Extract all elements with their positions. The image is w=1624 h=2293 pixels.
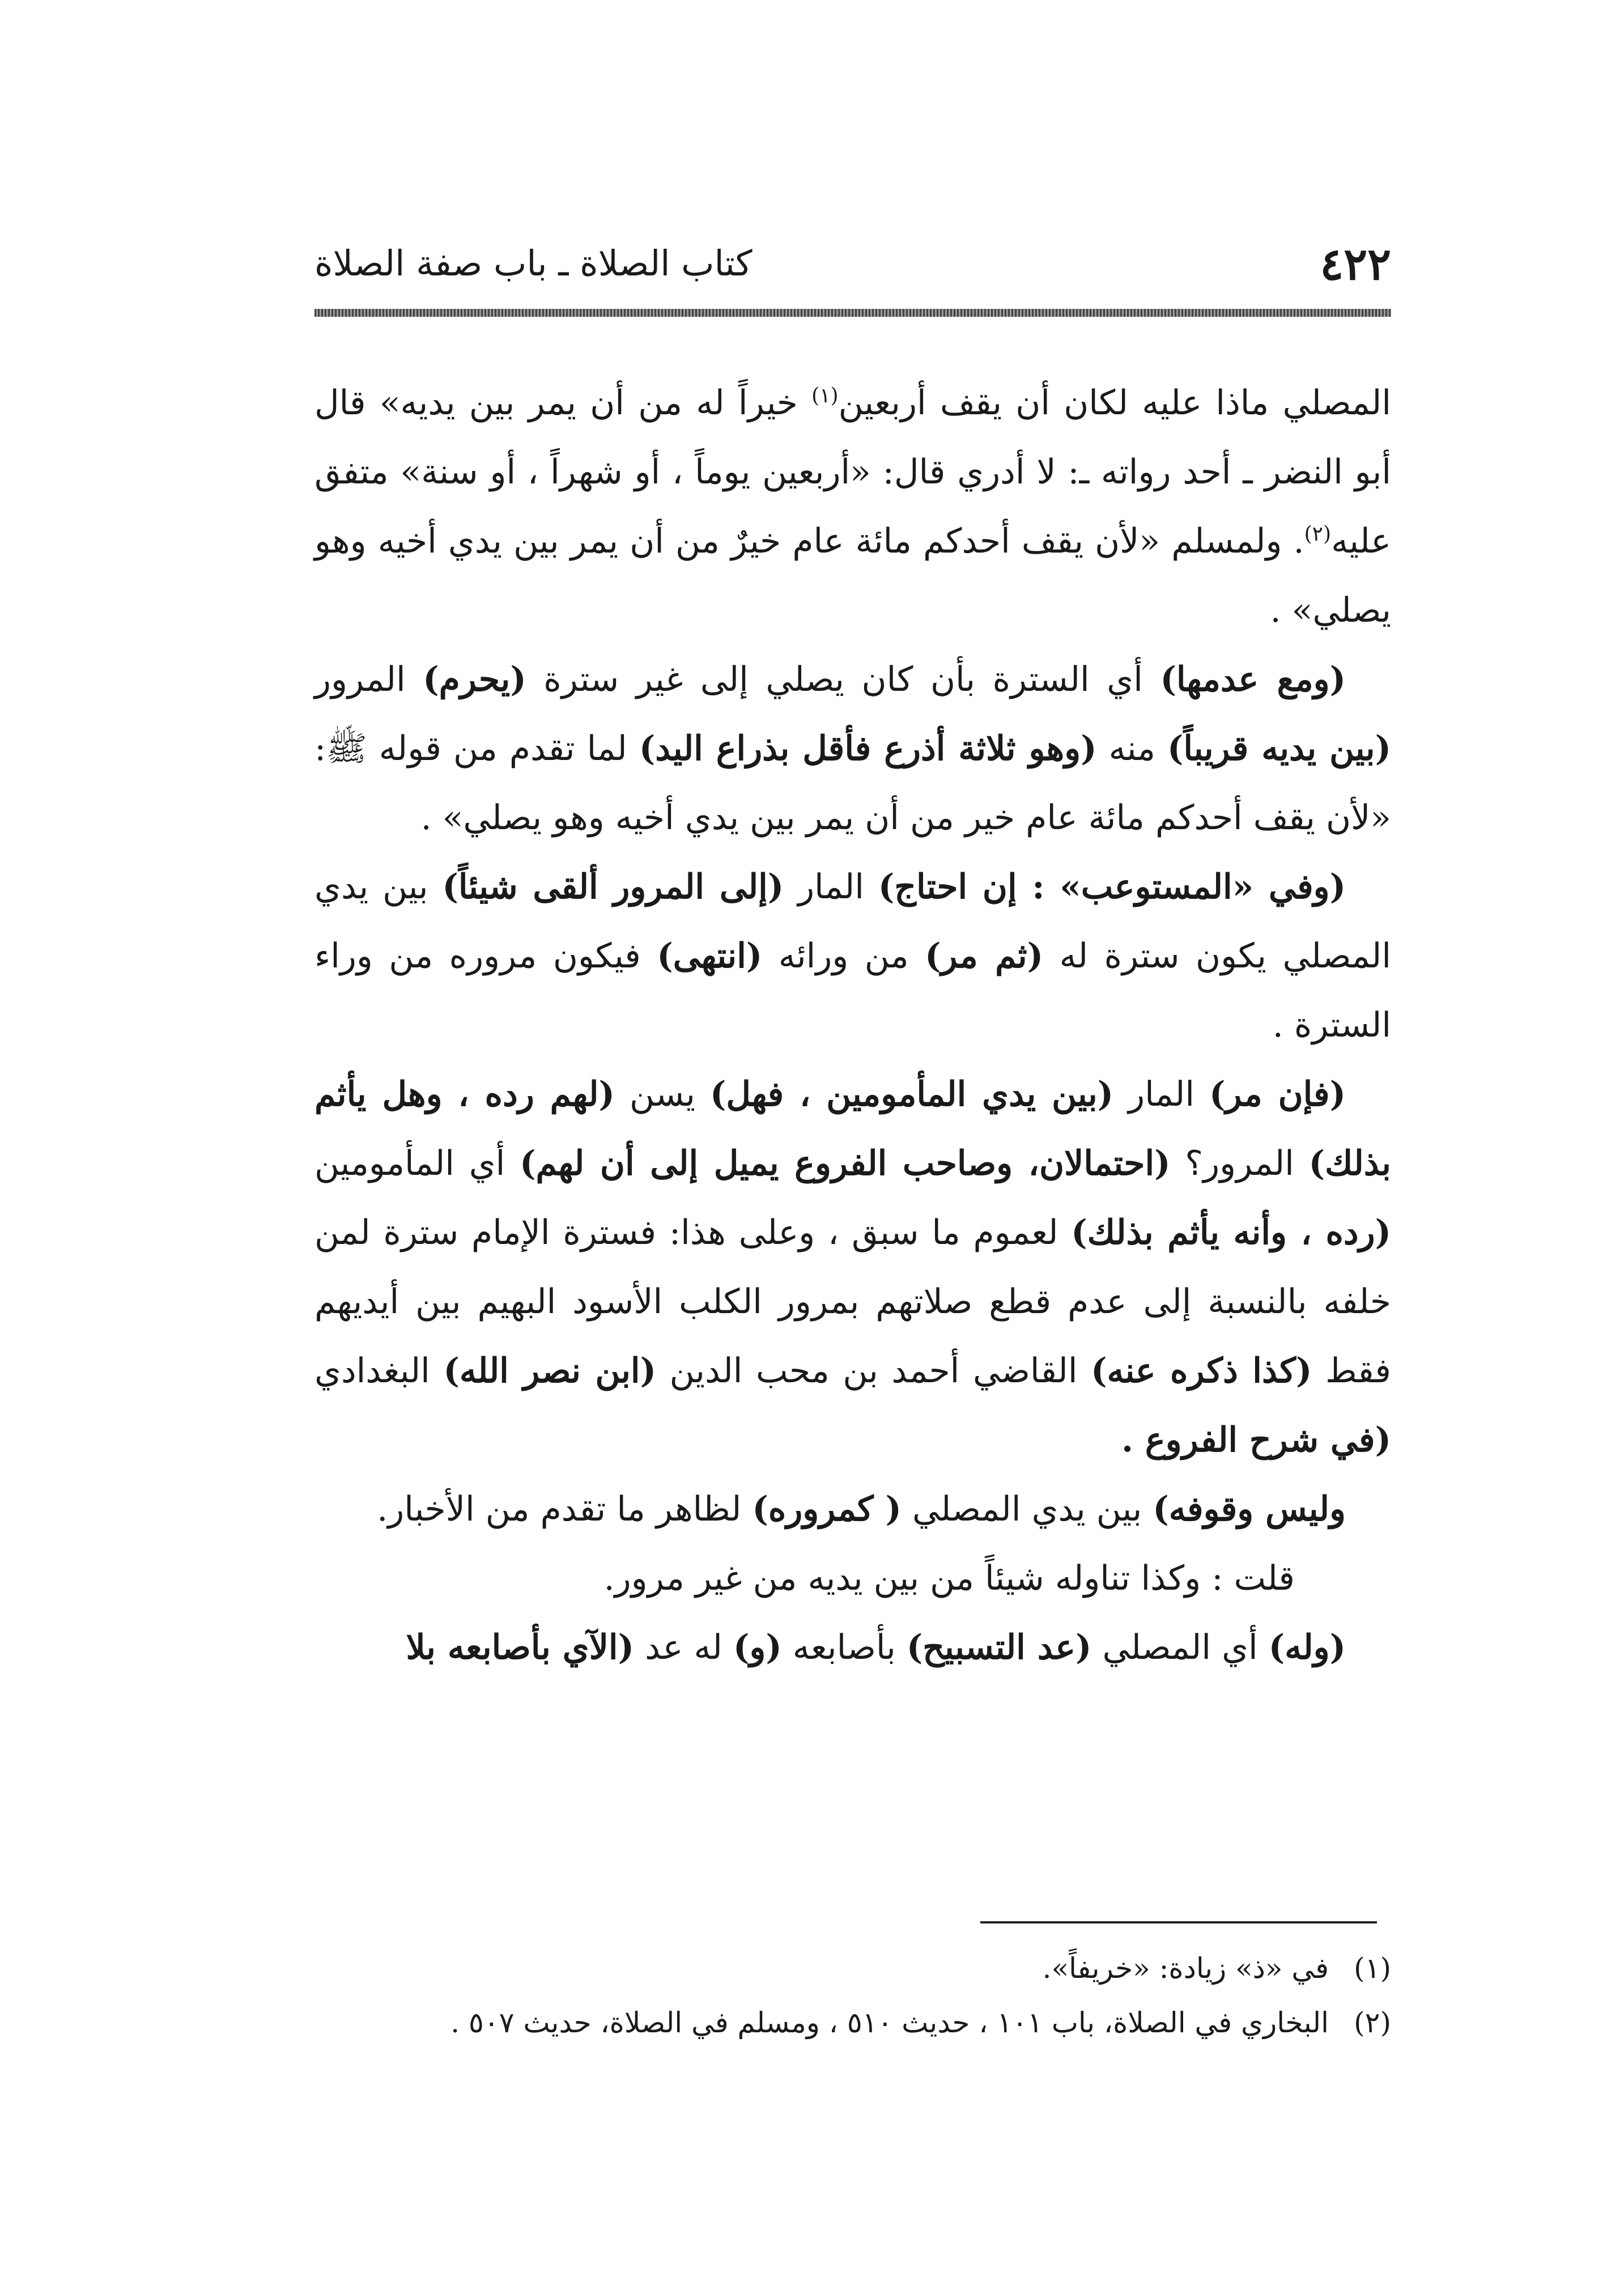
footnote-text: البخاري في الصلاة، باب ١٠١ ، حديث ٥١٠ ، ومسلم في الصلاة، حديث ٥٠٧ . <box>450 2006 1329 2039</box>
footnote-1 <box>314 1941 1391 1995</box>
text-run: أي المصلي <box>1091 1628 1269 1667</box>
running-title: كتاب الصلاة ـ باب صفة الصلاة <box>314 243 753 284</box>
text-run: فيكون مروره من وراء السترة . <box>314 936 1391 1045</box>
footnote-text: في «ذ» زيادة: «خريفاً». <box>1042 1952 1329 1985</box>
body-text <box>314 368 1391 1682</box>
text-run: خيراً له من أن يمر بين يديه» قال أبو النضر ـ أحد رواته ـ: لا أدري قال: «أربعين يوماً ، أو شهراً ، أو سنة» متفق عليه <box>314 383 1391 561</box>
text-run: لما تقدم من قوله ﷺ: «لأن يقف أحدكم مائة عام خير من أن يمر بين يدي أخيه وهو يصلي» . <box>314 729 1391 838</box>
bold-term: (ثم مر) <box>925 936 1044 976</box>
footnote-number: (١) <box>1354 1952 1391 1985</box>
bold-term: (كذا ذكره عنه) <box>1091 1351 1312 1391</box>
bold-term: (بين يدي المأمومين ، فهل) <box>709 1075 1114 1114</box>
bold-term: (عد التسبيح) <box>906 1628 1092 1667</box>
text-run: المار <box>784 867 878 907</box>
text-run: البغدادي <box>314 1351 444 1391</box>
text-run: من ورائه <box>762 936 925 976</box>
bold-term: (الآي بأصابعه بلا <box>406 1628 634 1667</box>
paragraph-4 <box>314 1060 1391 1475</box>
bold-term: (بين يديه قريباً) <box>1167 729 1391 768</box>
text-run: أي المأمومين <box>314 1144 520 1183</box>
bold-term: (إلى المرور ألقى شيئاً) <box>442 867 784 907</box>
footnote-number: (٢) <box>1354 2006 1391 2039</box>
footnote-rule <box>980 1921 1377 1923</box>
page-number: ٤٢٢ <box>1320 239 1391 290</box>
paragraph-6 <box>314 1544 1391 1613</box>
bold-term: ( كمروره) <box>752 1489 902 1529</box>
page-header <box>314 238 1391 300</box>
text-run: المرور؟ <box>1170 1144 1309 1183</box>
text-run: له عد <box>634 1628 733 1667</box>
text-run: أي السترة بأن كان يصلي إلى غير سترة <box>526 660 1160 699</box>
bold-term: (وله) <box>1268 1628 1346 1667</box>
bold-term: (ابن نصر الله) <box>443 1351 656 1391</box>
text-run: القاضي أحمد بن محب الدين <box>656 1351 1091 1391</box>
footnote-ref-1: (١) <box>811 384 839 407</box>
text-run: المرور <box>314 660 423 699</box>
text-run: بأصابعه <box>781 1628 907 1667</box>
text-run: لعموم ما سبق ، وعلى هذا: فسترة الإمام سترة لمن خلفه بالنسبة إلى عدم قطع صلاتهم بمرور الكلب الأسود البهيم بين أيديهم فقط <box>314 1213 1391 1391</box>
bold-term: (ومع عدمها) <box>1160 660 1346 699</box>
text-run: بين يدي المصلي <box>901 1489 1153 1529</box>
text-run: يسن <box>614 1075 710 1114</box>
bold-term: (و) <box>733 1628 782 1667</box>
paragraph-5 <box>314 1475 1391 1544</box>
text-run: منه <box>1096 729 1168 768</box>
bold-term: (احتمالان، وصاحب الفروع يميل إلى أن لهم) <box>520 1144 1171 1183</box>
bold-term: (وفي «المستوعب» : إن احتاج) <box>878 867 1346 907</box>
text-run: بين يدي المصلي يكون سترة له <box>314 867 1392 976</box>
text-run: . ولمسلم «لأن يقف أحدكم مائة عام خيرٌ من أن يمر بين يدي أخيه وهو يصلي» . <box>314 521 1391 630</box>
bold-term: (انتهى) <box>657 936 763 976</box>
paragraph-1 <box>314 368 1391 645</box>
footnote-ref-2: (٢) <box>1304 523 1332 546</box>
bold-term: (في شرح الفروع . <box>1121 1420 1391 1460</box>
bold-term: وليس وقوفه) <box>1153 1489 1346 1529</box>
paragraph-7 <box>314 1613 1391 1682</box>
footnote-2 <box>314 1995 1391 2050</box>
bold-term: (رده ، وأنه يأثم بذلك) <box>1071 1213 1391 1252</box>
text-run: المصلي ماذا عليه لكان أن يقف أربعين <box>838 383 1391 423</box>
bold-term: (وهو ثلاثة أذرع فأقل بذراع اليد) <box>639 729 1097 768</box>
header-rule <box>314 309 1391 317</box>
bold-term: (يحرم) <box>423 660 526 699</box>
text-run: قلت : وكذا تناوله شيئاً من بين يديه من غير مرور. <box>603 1559 1295 1598</box>
bold-term: (لهم رده ، وهل يأثم بذلك) <box>314 1075 1391 1183</box>
footnotes <box>314 1941 1391 2050</box>
text-run: المار <box>1113 1075 1210 1114</box>
paragraph-2 <box>314 645 1391 852</box>
text-run: لظاهر ما تقدم من الأخبار. <box>377 1489 753 1529</box>
paragraph-3 <box>314 852 1391 1060</box>
bold-term: (فإن مر) <box>1209 1075 1346 1114</box>
